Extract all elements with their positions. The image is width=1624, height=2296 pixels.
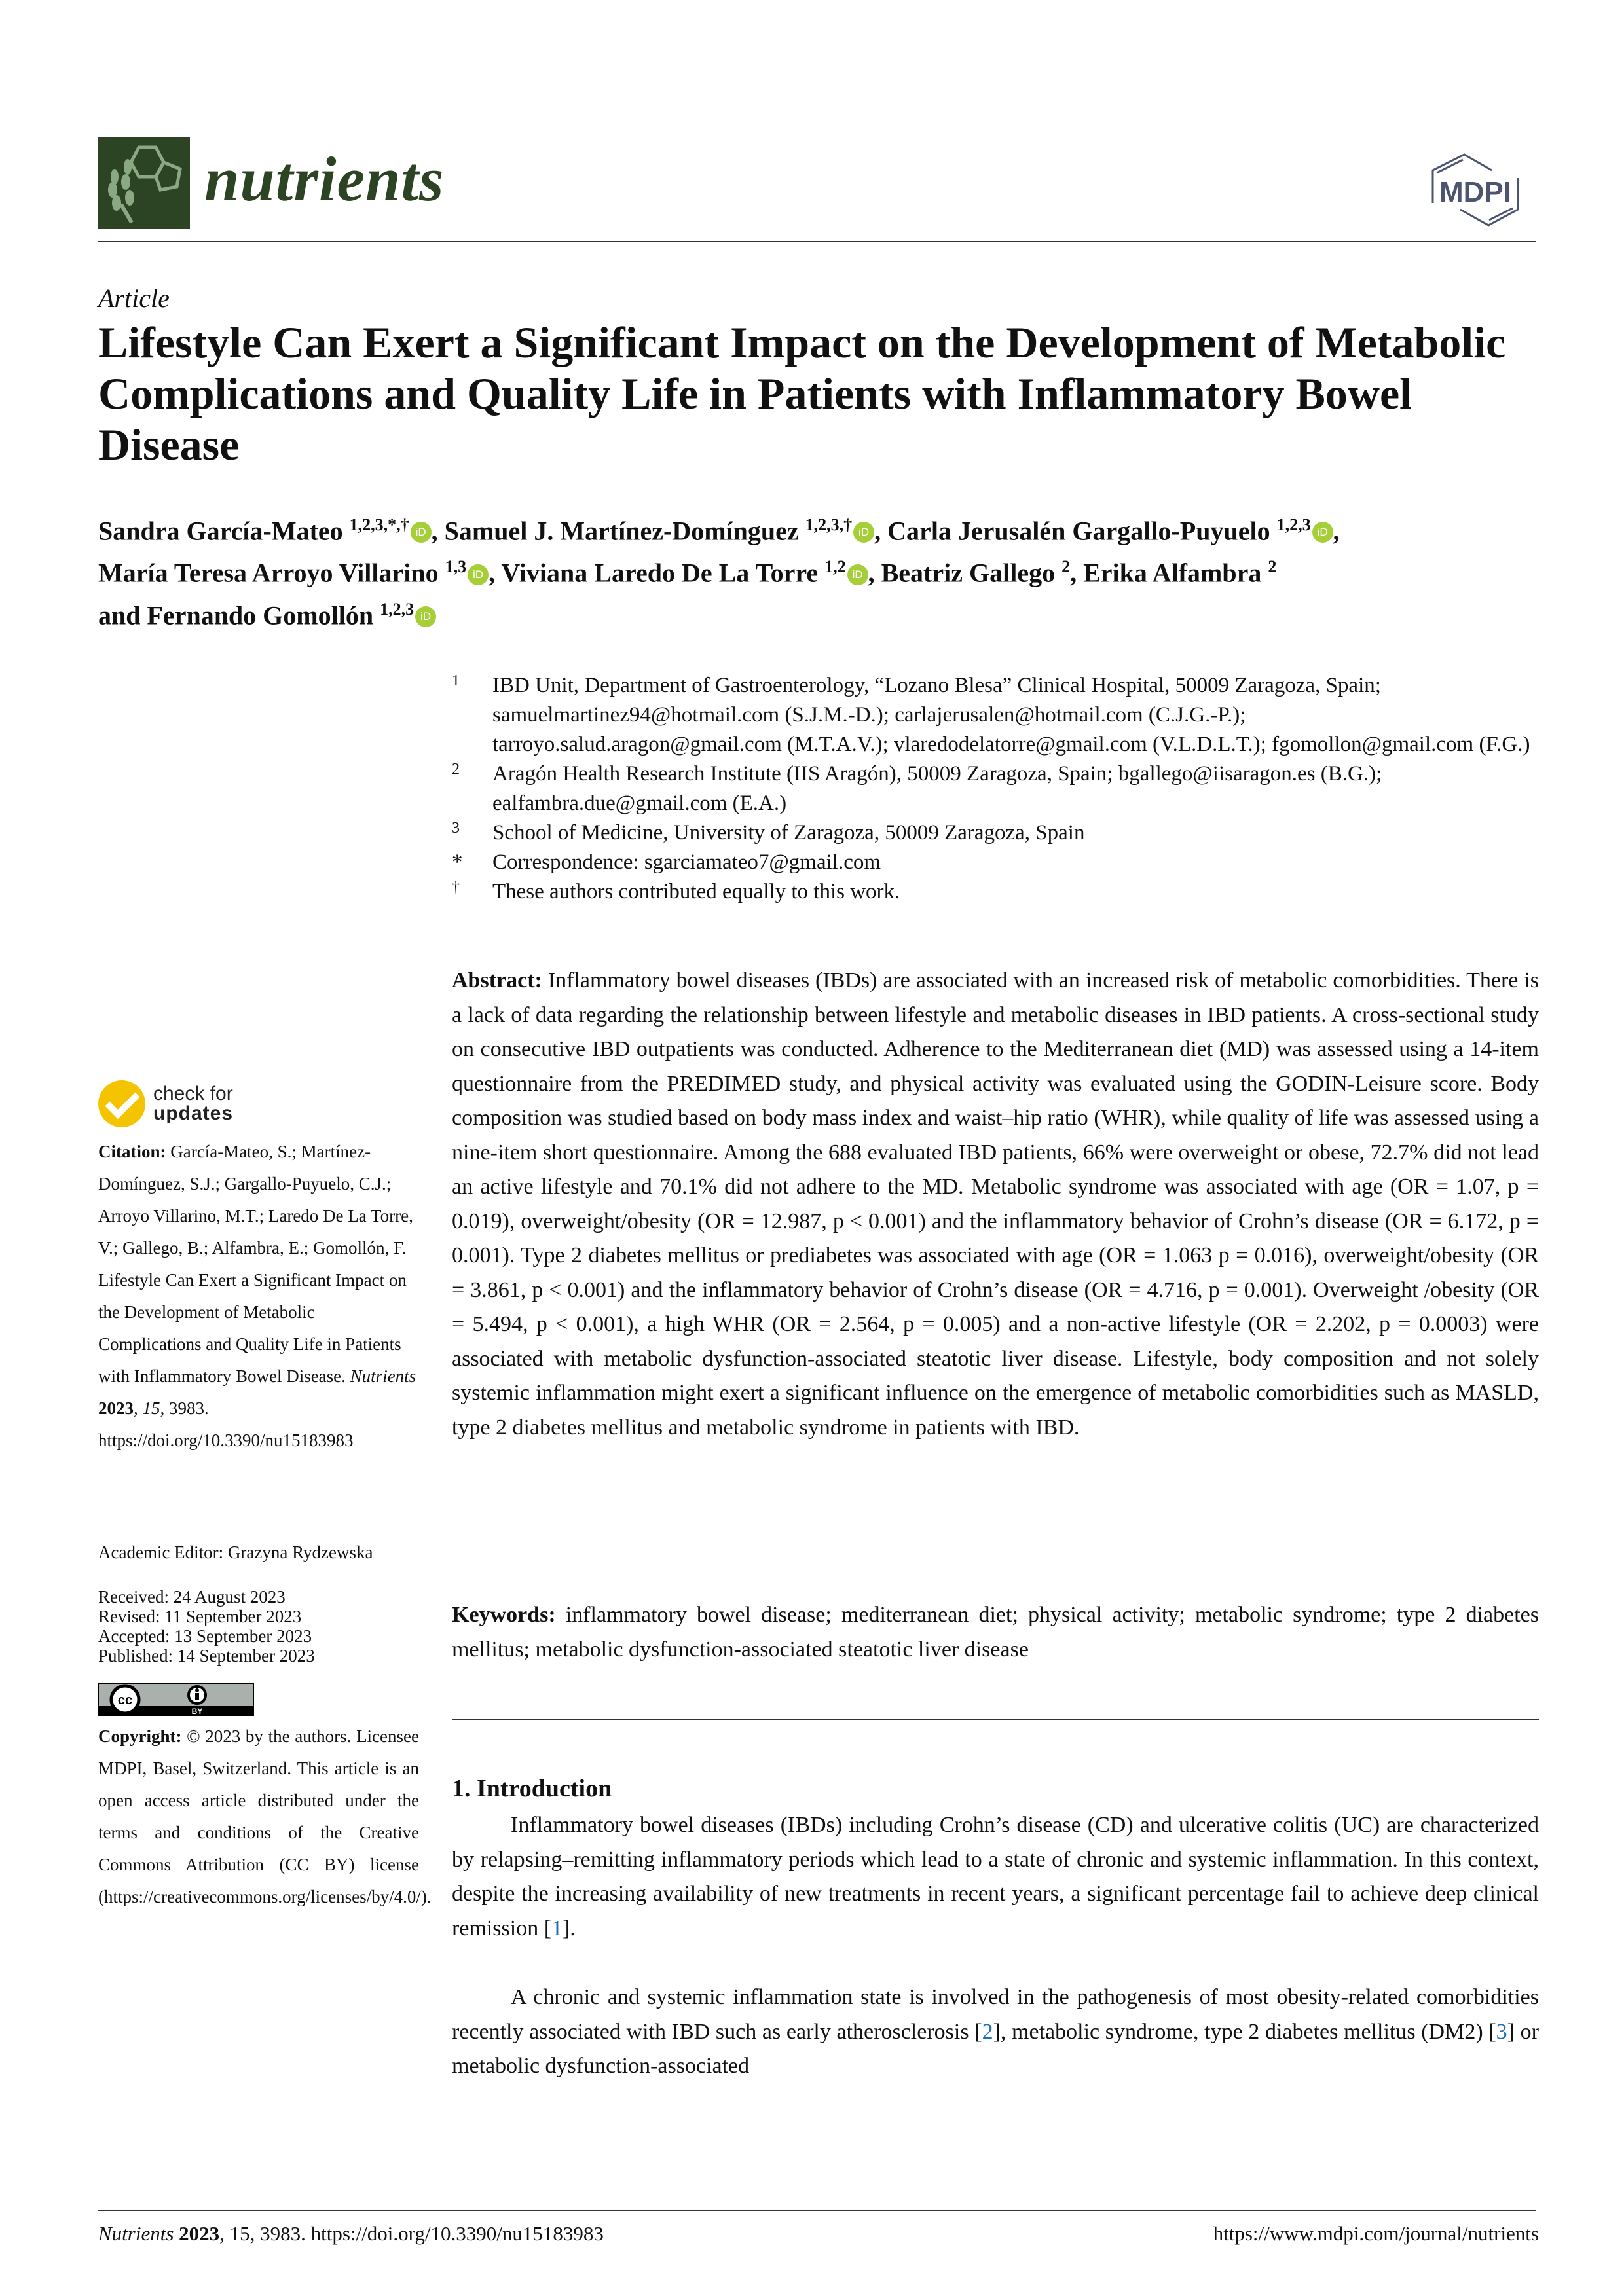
accepted-date: Accepted: 13 September 2023: [98, 1626, 312, 1646]
check-updates-line2: updates: [153, 1102, 234, 1124]
article-type: Article: [98, 283, 170, 313]
footer-journal-url[interactable]: https://www.mdpi.com/journal/nutrients: [1213, 2222, 1539, 2245]
author-name[interactable]: Fernando Gomollón: [147, 600, 374, 630]
affiliation-text: School of Medicine, University of Zaragoza, 50009 Zaragoza, Spain: [492, 821, 1085, 845]
author-name[interactable]: María Teresa Arroyo Villarino: [98, 558, 439, 588]
affiliation-mark: 1: [452, 672, 460, 689]
orcid-icon[interactable]: iD: [468, 564, 489, 585]
abstract: [452, 964, 1539, 1445]
author-affil: 1,3: [445, 557, 467, 577]
article-title: Lifestyle Can Exert a Significant Impact on the Development of Metabolic Complications and Quality Life in Patients with Inflammatory Bowel Disease: [98, 318, 1506, 469]
paragraph: Inflammatory bowel diseases (IBDs) including Crohn’s disease (CD) and ulcerative colitis (UC) are characterized by relapsing–remitting inflammatory periods which lead to a state of chronic and systemic inflammation. In this context, despite the increasing availability of new treatments in recent years, a significant percentage fail to achieve deep clinical remission [1].: [452, 1813, 1539, 1941]
citation-article: 3983.: [169, 1398, 209, 1418]
footer-doi[interactable]: , 15, 3983. https://doi.org/10.3390/nu15183983: [219, 2222, 604, 2245]
svg-text:cc: cc: [117, 1693, 133, 1707]
affiliation-item: [452, 671, 1539, 759]
author-affil: 2: [1061, 557, 1071, 577]
citation-label: Citation:: [98, 1142, 166, 1161]
date-list: [98, 1587, 419, 1666]
footer-citation: [98, 2222, 604, 2246]
journal-logo: [98, 137, 190, 229]
copyright-text: © 2023 by the authors. Licensee MDPI, Basel, Switzerland. This article is an open access article distributed under the terms and conditions of the Creative Commons Attribution (CC BY) license (https://creativecommons.org/licenses/by/4.0/).: [98, 1726, 432, 1906]
author-name[interactable]: Samuel J. Martínez-Domínguez: [444, 516, 799, 546]
note-text: These authors contributed equally to this work.: [492, 880, 900, 903]
correspondence-text[interactable]: Correspondence: sgarciamateo7@gmail.com: [492, 850, 881, 874]
footer-divider: [98, 2210, 1536, 2211]
author-affil: 1,2,3,*,†: [349, 515, 409, 534]
correspondence-item: [452, 848, 1539, 877]
paragraph: A chronic and systemic inflammation state is involved in the pathogenesis of most obesity-related comorbidities recently associated with IBD such as early atherosclerosis [2], metabolic syndrome, type 2 diabetes mellitus (DM2) [3] or metabolic dysfunction-associated: [452, 1985, 1539, 2078]
citation-year: 2023: [98, 1398, 134, 1418]
orcid-icon[interactable]: iD: [411, 522, 432, 543]
section-divider: [452, 1719, 1539, 1720]
author-affil: 2: [1268, 557, 1277, 577]
author-name[interactable]: Viviana Laredo De La Torre: [501, 558, 819, 588]
revised-date: Revised: 11 September 2023: [98, 1607, 302, 1626]
citation-doi-link[interactable]: https://doi.org/10.3390/nu15183983: [98, 1430, 354, 1450]
abstract-text: Inflammatory bowel diseases (IBDs) are associated with an increased risk of metabolic comorbidities. There is a lack of data regarding the relationship between lifestyle and metabolic diseases in IBD patients. A cross-sectional study on consecutive IBD outpatients was conducted. Adherence to the Mediterranean diet (MD) was assessed using a 14-item questionnaire from the PREDIMED study, and physical activity was evaluated using the GODIN-Leisure score. Body composition was studied based on body mass index and waist–hip ratio (WHR), while quality of life was assessed using a nine-item short questionnaire. Among the 688 evaluated IBD patients, 66% were overweight or obese, 72.7% did not lead an active lifestyle and 70.1% did not adhere to the MD. Metabolic syndrome was associated with age (OR = 1.07, p = 0.019), overweight/obesity (OR = 12.987, p < 0.001) and the inflammatory behavior of Crohn’s disease (OR = 6.172, p = 0.001). Type 2 diabetes mellitus or prediabetes was associated with age (OR = 1.063 p = 0.016), overweight/obesity (OR = 3.861, p < 0.001) and the inflammatory behavior of Crohn’s disease (OR = 4.716, p = 0.001). Overweight /obesity (OR = 5.494, p < 0.001), a high WHR (OR = 2.564, p = 0.005) and a non-active lifestyle (OR = 2.202, p = 0.0003) were associated with metabolic dysfunction-associated steatotic liver disease. Lifestyle, body composition and not solely systemic inflammation might exert a significant influence on the emergence of metabolic comorbidities such as MASLD, type 2 diabetes mellitus and metabolic syndrome in patients with IBD.: [452, 968, 1539, 1440]
keywords: [452, 1598, 1539, 1667]
citation-text: García-Mateo, S.; Martínez-Domínguez, S.J.; Gargallo-Puyuelo, C.J.; Arroyo Villarino, M.T.; Laredo De La Torre, V.; Gallego, B.; Alfambra, E.; Gomollón, F. Lifestyle Can Exert a Significant Impact on the Development of Metabolic Complications and Quality Life in Patients with Inflammatory Bowel Disease.: [98, 1142, 413, 1386]
academic-editor: Academic Editor: Grazyna Rydzewska: [98, 1542, 373, 1562]
affiliation-text: Aragón Health Research Institute (IIS Aragón), 50009 Zaragoza, Spain; bgallego@iisaragon.es (B.G.); ealfambra.due@gmail.com (E.A.): [492, 762, 1382, 815]
author-name[interactable]: Beatriz Gallego: [881, 558, 1056, 588]
author-name[interactable]: Sandra García-Mateo: [98, 516, 343, 546]
author-name[interactable]: Erika Alfambra: [1083, 558, 1262, 588]
journal-name: nutrients: [204, 144, 445, 214]
citation-block: Citation: García-Mateo, S.; Martínez-Domínguez, S.J.; Gargallo-Puyuelo, C.J.; Arroyo Villarino, M.T.; Laredo De La Torre, V.; Gallego, B.; Alfambra, E.; Gomollón, F. Lifestyle Can Exert a Significant Impact on the Development of Metabolic Complications and Quality Life in Patients with Inflammatory Bowel Disease. Nutrients 2023, 15, 3983. https://doi.org/10.3390/nu15183983: [98, 1142, 416, 1450]
affiliation-item: [452, 759, 1539, 818]
citation-link[interactable]: 2: [982, 2019, 993, 2044]
orcid-icon[interactable]: iD: [1312, 522, 1333, 543]
header-divider: [98, 241, 1536, 242]
published-date: Published: 14 September 2023: [98, 1646, 315, 1666]
abstract-label: Abstract:: [452, 968, 542, 993]
author-name[interactable]: Carla Jerusalén Gargallo-Puyuelo: [887, 516, 1270, 546]
keywords-text: inflammatory bowel disease; mediterranean diet; physical activity; metabolic syndrome; type 2 diabetes mellitus; metabolic dysfunction-associated steatotic liver disease: [452, 1603, 1540, 1662]
author-affil: 1,2,3,†: [805, 515, 853, 534]
affiliation-text: IBD Unit, Department of Gastroenterology, “Lozano Blesa” Clinical Hospital, 50009 Zaragoza, Spain; samuelmartinez94@hotmail.com (S.J.M.-D.); carlajerusalen@hotmail.com (C.J.G.-P.); tarroyo.salud.aragon@gmail.com (M.T.A.V.); vlaredodelatorre@gmail.com (V.L.D.L.T.); fgomollon@gmail.com (F.G.): [492, 674, 1530, 756]
publisher-name: MDPI: [1439, 176, 1511, 208]
citation-volume: 15: [142, 1398, 160, 1418]
svg-text:BY: BY: [191, 1707, 203, 1715]
keywords-label: Keywords:: [452, 1603, 556, 1627]
author-conjunction: and: [98, 600, 141, 630]
affiliation-mark: †: [452, 879, 460, 896]
affiliation-mark: 2: [452, 761, 460, 778]
checkmark-icon: [98, 1080, 145, 1127]
section-heading: 1. Introduction: [452, 1775, 612, 1802]
footer-journal: Nutrients: [98, 2222, 174, 2245]
check-for-updates-button[interactable]: [98, 1080, 233, 1127]
orcid-icon[interactable]: iD: [847, 564, 868, 585]
orcid-icon[interactable]: iD: [853, 522, 874, 543]
footer-year: 2023: [179, 2222, 220, 2245]
affiliation-item: [452, 818, 1539, 848]
citation-link[interactable]: 1: [551, 1916, 563, 1941]
check-updates-line1: check for: [153, 1083, 233, 1104]
copyright-block: [98, 1721, 432, 1913]
affiliations: [452, 671, 1539, 907]
affiliation-mark: 3: [452, 820, 460, 837]
author-list: Sandra García-Mateo $^{1,2,3,*,\dagger}$ iD , Samuel J. Martínez-Domínguez $^{1,2,3,\dagger}$ iD , Carla Jerusalén Gargallo-Puyuelo $^{1,2,3}$ iD , María Teresa Arroyo Villarino $^{1,3}$ iD , Viviana Laredo De La Torre $^{1,2}$ iD , Beatriz Gallego $^2$, Erika Alfambra $^2$ and Fernando Gomollón $^{1,2,3}$ iD: [98, 515, 1340, 630]
cc-by-license-badge[interactable]: [98, 1683, 254, 1716]
affiliation-mark: *: [452, 850, 463, 874]
equal-contribution-note: [452, 877, 1539, 907]
orcid-icon[interactable]: iD: [415, 606, 436, 627]
author-affil: 1,2: [824, 557, 846, 577]
received-date: Received: 24 August 2023: [98, 1587, 286, 1607]
author-affil: 1,2,3: [1276, 515, 1311, 534]
citation-link[interactable]: 3: [1496, 2019, 1507, 2044]
copyright-label: Copyright:: [98, 1726, 182, 1746]
mdpi-logo: [1413, 152, 1538, 230]
citation-journal: Nutrients: [350, 1366, 416, 1386]
author-affil: 1,2,3: [380, 599, 415, 619]
wheat-molecule-icon: [98, 137, 190, 229]
